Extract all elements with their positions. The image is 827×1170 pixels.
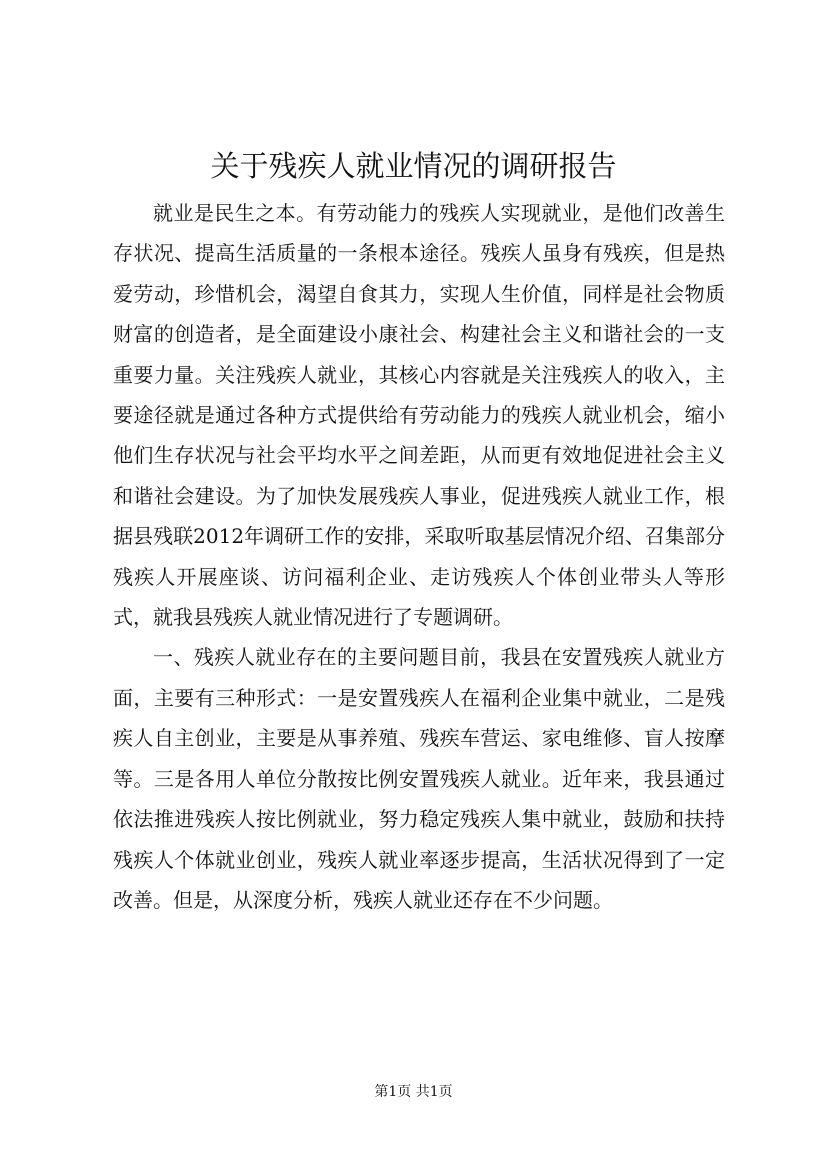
paragraph-intro: 就业是民生之本。有劳动能力的残疾人实现就业，是他们改善生存状况、提高生活质量的一条根本途径。残疾人虽身有残疾，但是热爱劳动，珍惜机会，渴望自食其力，实现人生价值，同样是社会物质财富的创造者，是全面建设小康社会、构建社会主义和谐社会的一支重要力量。关注残疾人就业，其核心内容就是关注残疾人的收入，主要途径就是通过各种方式提供给有劳动能力的残疾人就业机会，缩小他们生存状况与社会平均水平之间差距，从而更有效地促进社会主义和谐社会建设。为了加快发展残疾人事业，促进残疾人就业工作，根据县残联2012年调研工作的安排，采取听取基层情况介绍、召集部分残疾人开展座谈、访问福利企业、走访残疾人个体创业带头人等形式，就我县残疾人就业情况进行了专题调研。 <box>113 201 725 630</box>
page-footer: 第1页 共1页 <box>374 1084 453 1100</box>
page-title: 关于残疾人就业情况的调研报告 <box>210 149 617 183</box>
document-body <box>113 193 725 920</box>
paragraph-problems: 一、残疾人就业存在的主要问题目前，我县在安置残疾人就业方面，主要有三种形式：一是安置残疾人在福利企业集中就业，二是残疾人自主创业，主要是从事养殖、残疾车营运、家电维修、盲人按摩等。三是各用人单位分散按比例安置残疾人就业。近年来，我县通过依法推进残疾人按比例就业，努力稳定残疾人集中就业，鼓励和扶持残疾人个体就业创业，残疾人就业率逐步提高，生活状况得到了一定改善。但是，从深度分析，残疾人就业还存在不少问题。 <box>113 645 725 912</box>
